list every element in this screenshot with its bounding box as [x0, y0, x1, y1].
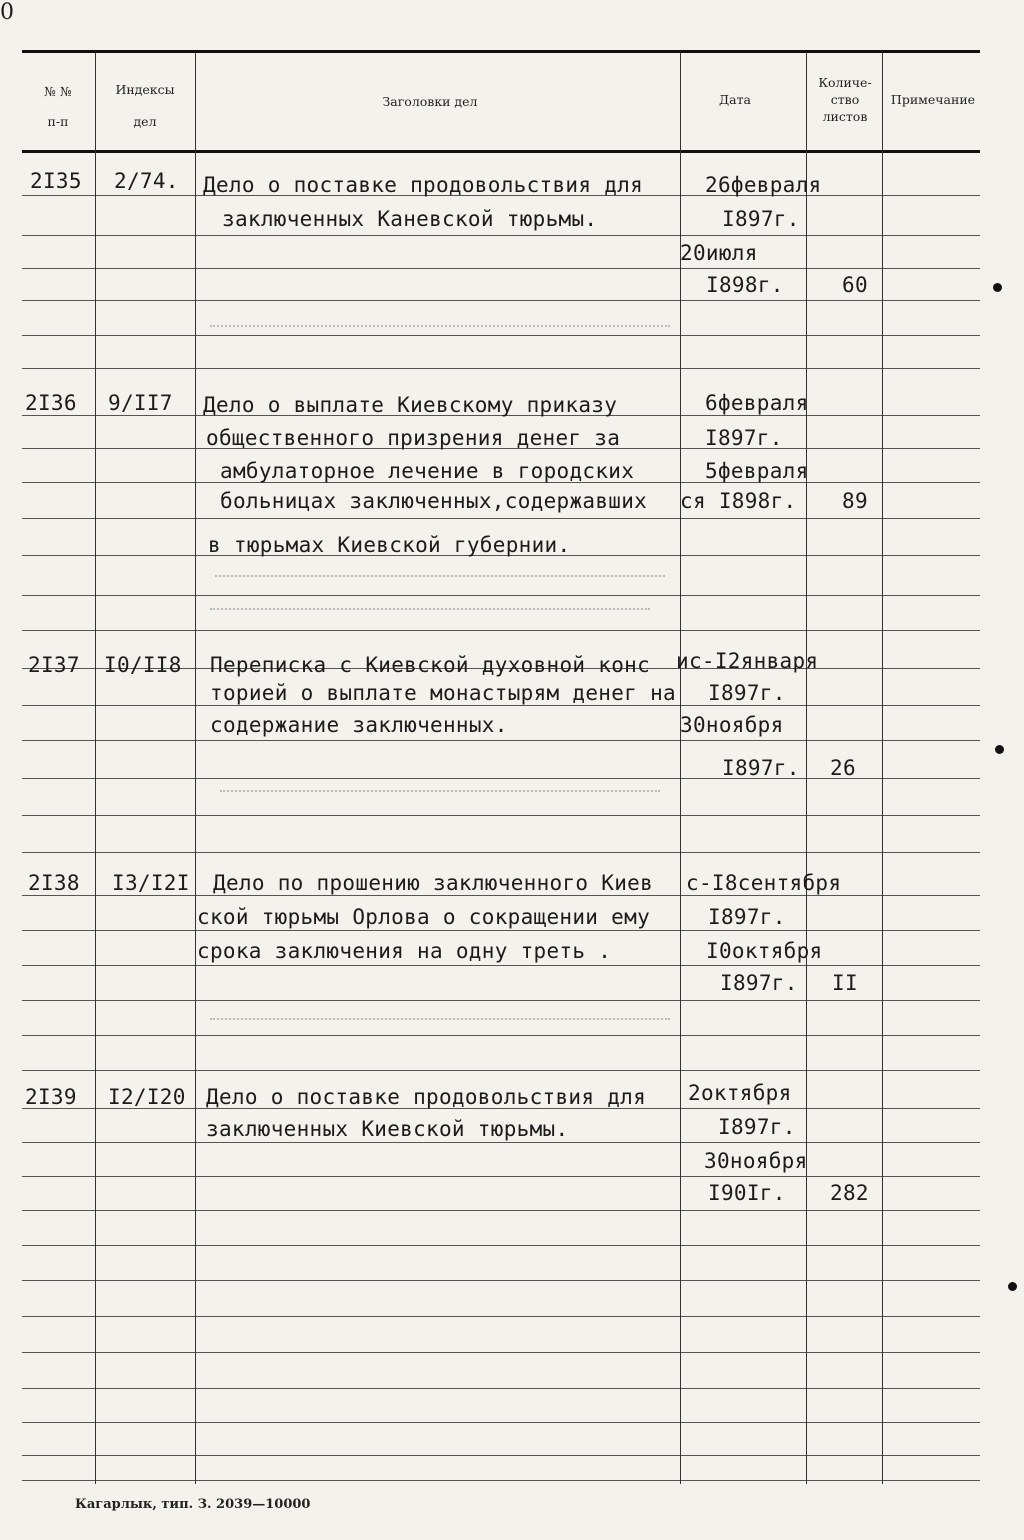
row-date-line: 30ноября	[680, 713, 784, 737]
row-date-line: I897г.	[720, 971, 798, 995]
row-date-line: ся I898г.	[680, 489, 797, 513]
row-index: I0/II8	[104, 653, 182, 677]
row-title-line: Дело о выплате Киевскому приказу	[203, 393, 618, 417]
rule	[22, 1480, 980, 1481]
row-sheets: 89	[842, 489, 868, 513]
rule	[22, 1070, 980, 1071]
rule	[22, 930, 980, 931]
row-date-line: I898г.	[706, 273, 784, 297]
rule	[22, 1245, 980, 1246]
row-title-line: Дело о поставке продовольствия для	[203, 173, 644, 197]
column-divider	[806, 52, 807, 1484]
rule	[22, 1000, 980, 1001]
row-date-line: I0октября	[706, 939, 823, 963]
column-divider	[95, 52, 96, 1484]
bleed-through	[220, 790, 660, 792]
row-date-line: 30ноября	[704, 1149, 808, 1173]
rule	[22, 1316, 980, 1317]
row-title-line: амбулаторное лечение в городских	[220, 459, 635, 483]
rule	[22, 965, 980, 966]
punch-hole	[993, 283, 1002, 292]
rule	[22, 815, 980, 816]
row-date-line: I90Iг.	[708, 1181, 786, 1205]
rule	[22, 300, 980, 301]
row-title-line: заключенных Киевской тюрьмы.	[206, 1117, 569, 1141]
row-date-line: I897г.	[708, 905, 786, 929]
row-title-line: в тюрьмах Киевской губернии.	[208, 533, 571, 557]
row-title-line: торией о выплате монастырям денег на	[210, 681, 676, 705]
rule	[22, 1388, 980, 1389]
rule	[22, 1176, 980, 1177]
row-title-line: Дело о поставке продовольствия для	[206, 1085, 647, 1109]
row-index: 9/II7	[108, 391, 173, 415]
bleed-through	[210, 608, 650, 610]
rule	[22, 1352, 980, 1353]
header-index: Индексы дел	[115, 82, 175, 129]
column-divider	[195, 52, 196, 1484]
bleed-through	[210, 1018, 670, 1020]
row-sheets: II	[832, 971, 858, 995]
row-title-line: общественного призрения денег за	[206, 426, 621, 450]
row-number: 2I35	[30, 169, 82, 193]
punch-hole	[995, 745, 1004, 754]
row-number: 2I36	[25, 391, 77, 415]
rule	[22, 1280, 980, 1281]
row-date-line: 6февраля	[705, 391, 809, 415]
row-number: 2I37	[28, 653, 80, 677]
bleed-through	[210, 325, 670, 327]
header-note: Примечание	[890, 92, 976, 107]
row-number: 2I39	[25, 1085, 77, 1109]
row-date-line: I897г.	[722, 207, 800, 231]
row-date-line: 2октября	[688, 1081, 792, 1105]
column-divider	[680, 52, 681, 1484]
row-date-line: I897г.	[708, 681, 786, 705]
header-number: № № п-п	[44, 84, 72, 129]
row-sheets: 282	[830, 1181, 869, 1205]
bleed-through	[215, 575, 665, 577]
rule	[22, 852, 980, 853]
printer-imprint: Кагарлык, тип. З. 2039—10000	[75, 1497, 311, 1512]
header-bottom-border	[22, 150, 980, 153]
row-date-line: ис-I2января	[676, 649, 819, 673]
row-date-line: 26февраля	[705, 173, 822, 197]
row-date-line: I897г.	[705, 426, 783, 450]
header-title: Заголовки дел	[382, 94, 478, 109]
rule	[22, 630, 980, 631]
row-date-line: I897г.	[718, 1115, 796, 1139]
rule	[22, 1422, 980, 1423]
top-border	[22, 50, 980, 53]
rule	[22, 1210, 980, 1211]
row-sheets: 26	[830, 756, 856, 780]
row-title-line: срока заключения на одну треть .	[197, 939, 612, 963]
row-sheets: 60	[842, 273, 868, 297]
row-index: I3/I2I	[112, 871, 190, 895]
row-date-line: 5февраля	[705, 459, 809, 483]
row-index: I2/I20	[108, 1085, 186, 1109]
row-title-line: содержание заключенных.	[210, 713, 508, 737]
punch-hole	[1008, 1282, 1017, 1291]
row-title-line: Дело по прошению заключенного Киев	[213, 871, 654, 895]
row-title-line: ской тюрьмы Орлова о сокращении ему	[197, 905, 651, 929]
row-index: 2/74.	[114, 169, 179, 193]
rule	[22, 518, 980, 519]
rule	[22, 1455, 980, 1456]
corner-mark: 0	[0, 0, 14, 25]
row-number: 2I38	[28, 871, 80, 895]
header-date: Дата	[719, 92, 751, 107]
column-divider	[882, 52, 883, 1484]
row-date-line: 20июля	[680, 241, 758, 265]
rule	[22, 268, 980, 269]
row-date-line: с-I8сентября	[686, 871, 842, 895]
header-sheets: Количе- ство листов	[818, 75, 872, 124]
rule	[22, 368, 980, 369]
rule	[22, 595, 980, 596]
rule	[22, 235, 980, 236]
rule	[22, 335, 980, 336]
row-title-line: заключенных Каневской тюрьмы.	[222, 207, 598, 231]
rule	[22, 1142, 980, 1143]
row-title-line: Переписка с Киевской духовной конс	[210, 653, 651, 677]
rule	[22, 740, 980, 741]
row-date-line: I897г.	[722, 756, 800, 780]
row-title-line: больницах заключенных,содержавших	[220, 489, 648, 513]
rule	[22, 1035, 980, 1036]
